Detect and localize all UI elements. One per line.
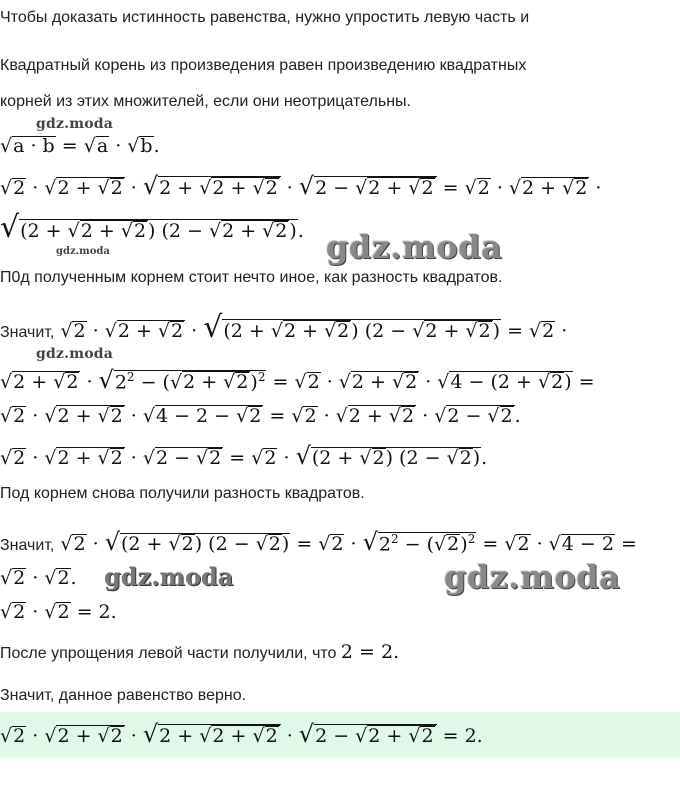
watermark-tiny: gdz.moda — [56, 246, 110, 257]
formula-line-1: √2 · √2 + √2 · √2 + √2 + √2 · √2 − √2 + √2 = √2 · √2 + √2 · — [0, 172, 602, 200]
watermark-large-2: gdz.moda — [444, 558, 621, 596]
final-answer-formula: √2 · √2 + √2 · √2 + √2 + √2 · √2 − √2 + √2 = 2. — [0, 720, 483, 748]
znachit-label-2: Значит, — [0, 537, 55, 554]
formula-line-2: √(2 + √2 + √2 ) (2 − √2 + √2 ). — [0, 210, 304, 245]
watermark-small: gdz.moda — [36, 116, 114, 132]
diff-squares-text: П0д полученным корнем стоит нечто иное, как разность квадратов. — [0, 269, 503, 286]
formula-root-product: √a · b = √a · √b. — [0, 135, 160, 157]
rule-text-line2: корней из этих множителей, если они неотрицательны. — [0, 93, 411, 110]
formula-line-6: √2 · √2 + √2 · √2 − √2 = √2 · √(2 + √2) (2 − √2). — [0, 442, 488, 470]
formula-line-5: √2 · √2 + √2 · √4 − 2 − √2 = √2 · √2 + √2 · √2 − √2 . — [0, 405, 521, 427]
formula-line-7: Значит, √2 · √(2 + √2) $(2 - √2) = √2 \cdot √2^2 - (√2)^2 = √2 \cdot √4 - 2$ = — [0, 528, 637, 556]
result-text — [0, 640, 399, 664]
watermark-small-2: gdz.moda — [36, 346, 114, 362]
watermark-large-1: gdz.moda — [326, 228, 503, 266]
formula-line-8: √2 · √2. — [0, 567, 77, 589]
intro-text: Чтобы доказать истинность равенства, нужно упростить левую часть и — [0, 9, 530, 26]
diff-squares-again-text: Под корнем снова получили разность квадратов. — [0, 485, 365, 502]
conclusion-text: Значит, данное равенство верно. — [0, 687, 247, 704]
formula-line-4: $√2 + √2 \cdot √2^2 - (√2 + √2$ )$^2$ = √2 · √2 + √2 · √4 − (2 + √2) = — [0, 366, 595, 394]
znachit-label-1: Значит, — [0, 324, 55, 341]
watermark-medium: gdz.moda — [104, 562, 234, 591]
result-text-prefix: После упрощения левой части получили, что — [0, 645, 337, 662]
rule-text-line1: Квадратный корень из произведения равен произведению квадратных — [0, 57, 527, 74]
formula-line-9: √2 · √2 = 2. — [0, 601, 117, 623]
formula-line-3: Значит, √2 · √2 + √2 · √(2 + √2 + √2 ) (2 − √2 + √2 ) = √2 · — [0, 310, 568, 345]
result-equation: 2 = 2. — [340, 641, 400, 663]
